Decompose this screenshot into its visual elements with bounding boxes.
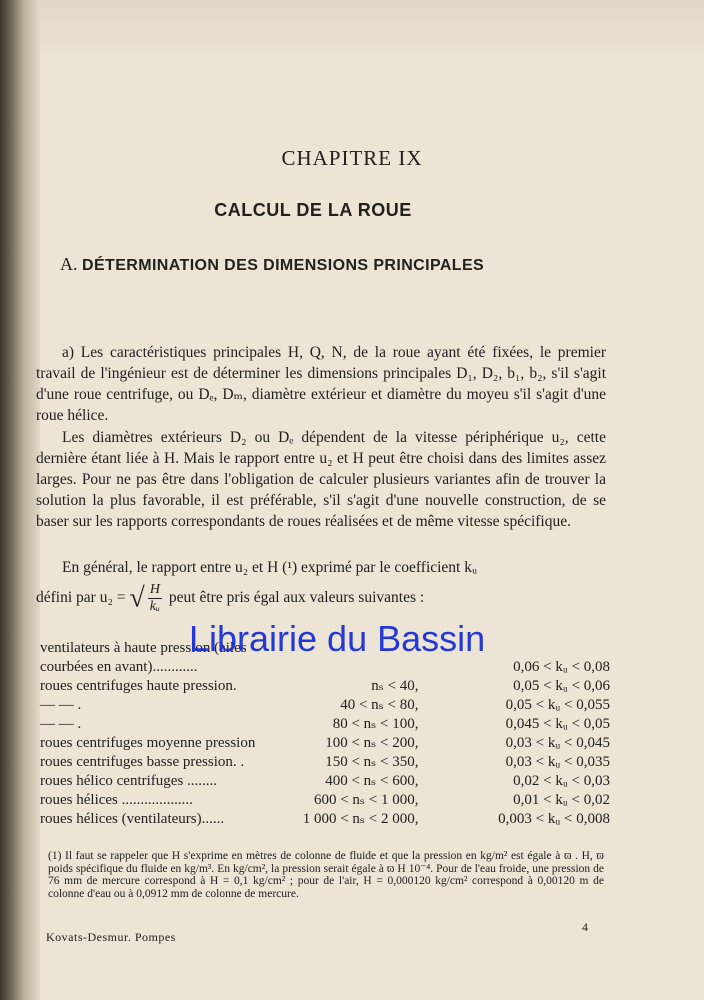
row-label: roues hélico centrifuges ........: [40, 772, 218, 789]
row-range: 80 < nₛ < 100,: [332, 715, 419, 732]
row-coefficient: 0,045 < kᵤ < 0,05: [505, 715, 610, 732]
row-range: nₛ < 40,: [371, 677, 419, 694]
table-row: [40, 695, 610, 714]
paragraph-1: a) Les caractéristiques principales H, Q, N, de la roue ayant été fixées, le premier travail de l'ingénieur est de déterminer les dimensions principales D₁, D₂, b₁, b₂, s'il s'agit d'une roue centrifuge, ou Dₑ, Dₘ, diamètre extérieur et diamètre du moyeu s'il s'agit d'une roue hélice.: [36, 344, 606, 424]
row-coefficient: 0,02 < kᵤ < 0,03: [513, 772, 610, 789]
table-row: [40, 733, 610, 752]
row-coefficient: 0,01 < kᵤ < 0,02: [513, 791, 610, 808]
row-range: 100 < nₛ < 200,: [325, 734, 419, 751]
fraction-numerator: H: [148, 582, 162, 599]
row-range: 1 000 < nₛ < 2 000,: [302, 810, 419, 827]
row-coefficient: 0,03 < kᵤ < 0,035: [505, 753, 610, 770]
footnote: (1) Il faut se rappeler que H s'exprime en mètres de colonne de fluide et que la pression en kg/m² est égale à ϖ . H, ϖ poids spécifique du fluide en kg/m³. En kg/cm², la pression serait égale à ϖ H 10⁻⁴. Pour de l'eau froide, une pression de 76 mm de mercure correspond à H = 0,1 kg/cm² ; pour de l'air, H = 0,000120 kg/cm² correspond à 0,00120 m de colonne d'eau ou à 0,0912 mm de colonne de mercure.: [48, 850, 604, 900]
table-row: [40, 752, 610, 771]
row-label: roues centrifuges basse pression. .: [40, 753, 245, 770]
row-coefficient: 0,05 < kᵤ < 0,055: [505, 696, 610, 713]
row-coefficient: 0,03 < kᵤ < 0,045: [505, 734, 610, 751]
table-row: [40, 809, 610, 828]
chapter-heading: CHAPITRE IX: [281, 146, 423, 170]
footer-author: Kovats-Desmur. Pompes: [46, 930, 176, 944]
row-label: — — .: [40, 696, 82, 713]
row-label: roues centrifuges haute pression.: [40, 677, 237, 694]
formula-line: [36, 582, 606, 615]
row-label: courbées en avant)............: [40, 658, 198, 675]
table-row: [40, 771, 610, 790]
paragraph-3: En général, le rapport entre u₂ et H (¹) exprimé par le coefficient kᵤ: [62, 559, 478, 576]
formula-suffix: peut être pris égal aux valeurs suivantes :: [168, 589, 425, 607]
row-coefficient: 0,05 < kᵤ < 0,06: [513, 677, 610, 694]
row-coefficient: 0,003 < kᵤ < 0,008: [498, 810, 610, 827]
section-label: A.: [60, 254, 78, 274]
paragraph-2: Les diamètres extérieurs D₂ ou Dₑ dépendent de la vitesse périphérique u₂, cette dernière étant liée à H. Mais le rapport entre u₂ et H peut être choisi dans des limites assez larges. Pour ne pas être dans l'obligation de calculer plusieurs variantes afin de trouver la solution la plus favorable, il est préférable, s'il s'agit d'une nouvelle construction, de se baser sur les rapports correspondants de roues réalisées et de même vitesse spécifique.: [36, 429, 606, 530]
row-label: roues hélices ...................: [40, 791, 193, 808]
watermark: Librairie du Bassin: [189, 618, 486, 659]
row-range: 150 < nₛ < 350,: [325, 753, 419, 770]
sqrt-symbol: √: [129, 582, 145, 614]
formula-prefix: défini par u₂ =: [36, 589, 126, 607]
row-range: 40 < nₛ < 80,: [340, 696, 419, 713]
row-label: roues hélices (ventilateurs)......: [40, 810, 225, 827]
table-row: [40, 790, 610, 809]
row-coefficient: 0,06 < kᵤ < 0,08: [513, 658, 610, 675]
table-row: [40, 676, 610, 695]
coefficient-table: [40, 638, 610, 828]
row-label: ventilateurs à haute pression (ailes: [40, 639, 247, 656]
row-range: 400 < nₛ < 600,: [325, 772, 419, 789]
fraction-denominator: kᵤ: [149, 599, 161, 614]
page-number: 4: [582, 920, 588, 934]
row-label: — — .: [40, 715, 82, 732]
formula-fraction: [148, 582, 162, 615]
table-row: [40, 714, 610, 733]
section-heading: [60, 254, 580, 275]
row-label: roues centrifuges moyenne pression: [40, 734, 256, 751]
section-title: DÉTERMINATION DES DIMENSIONS PRINCIPALES: [82, 257, 485, 274]
row-range: 600 < nₛ < 1 000,: [313, 791, 419, 808]
chapter-title: CALCUL DE LA ROUE: [214, 200, 412, 220]
